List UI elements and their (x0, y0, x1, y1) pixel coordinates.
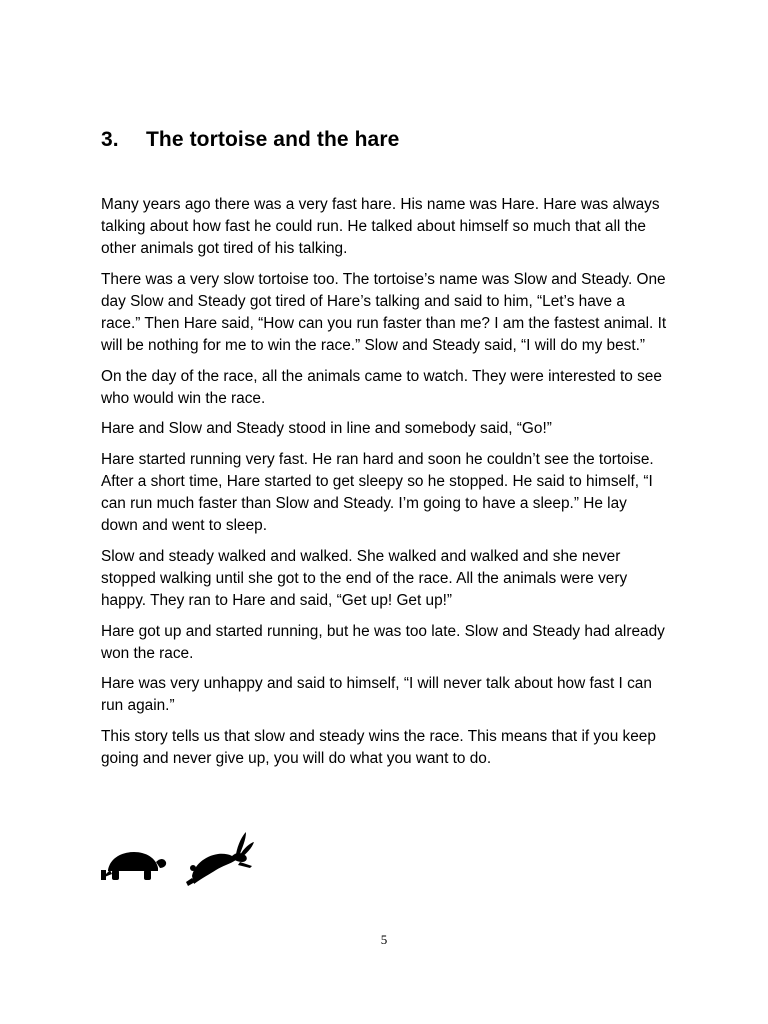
story-body (101, 194, 667, 778)
chapter-title: The tortoise and the hare (146, 128, 400, 152)
paragraph: Hare got up and started running, but he was too late. Slow and Steady had already won the race. (101, 622, 665, 662)
paragraph: Hare and Slow and Steady stood in line and somebody said, “Go!” (101, 420, 552, 438)
hare-icon (186, 832, 254, 886)
paragraph: Many years ago there was a very fast hare. His name was Hare. Hare was always talking about how fast he could run. He talked about himself so much that all the other animals got tired of his talking. (101, 196, 660, 258)
paragraph: Hare was very unhappy and said to himself, “I will never talk about how fast I can run again.” (101, 675, 652, 715)
paragraph: Hare started running very fast. He ran hard and soon he couldn’t see the tortoise. After a short time, Hare started to get sleepy so he stopped. He said to himself, “I can run much faster than Slow and Steady. I’m going to have a sleep.” He lay down and went to sleep. (101, 450, 654, 535)
paragraph: On the day of the race, all the animals came to watch. They were interested to see who would win the race. (101, 367, 662, 407)
chapter-number: 3. (101, 128, 119, 152)
tortoise-icon (101, 852, 166, 880)
chapter-heading (101, 128, 399, 152)
paragraph: This story tells us that slow and steady wins the race. This means that if you keep going and never give up, you will do what you want to do. (101, 727, 656, 767)
story-illustration (100, 826, 260, 886)
paragraph: There was a very slow tortoise too. The tortoise’s name was Slow and Steady. One day Slow and Steady got tired of Hare’s talking and said to him, “Let’s have a race.” Then Hare said, “How can you run faster than me? I am the fastest animal. It will be nothing for me to win the race.” Slow and Steady said, “I will do my best.” (101, 270, 667, 355)
paragraph: Slow and steady walked and walked. She walked and walked and she never stopped walking until she got to the end of the race. All the animals were very happy. They ran to Hare and said, “Get up! Get up!” (101, 547, 628, 610)
page-number: 5 (380, 932, 388, 947)
